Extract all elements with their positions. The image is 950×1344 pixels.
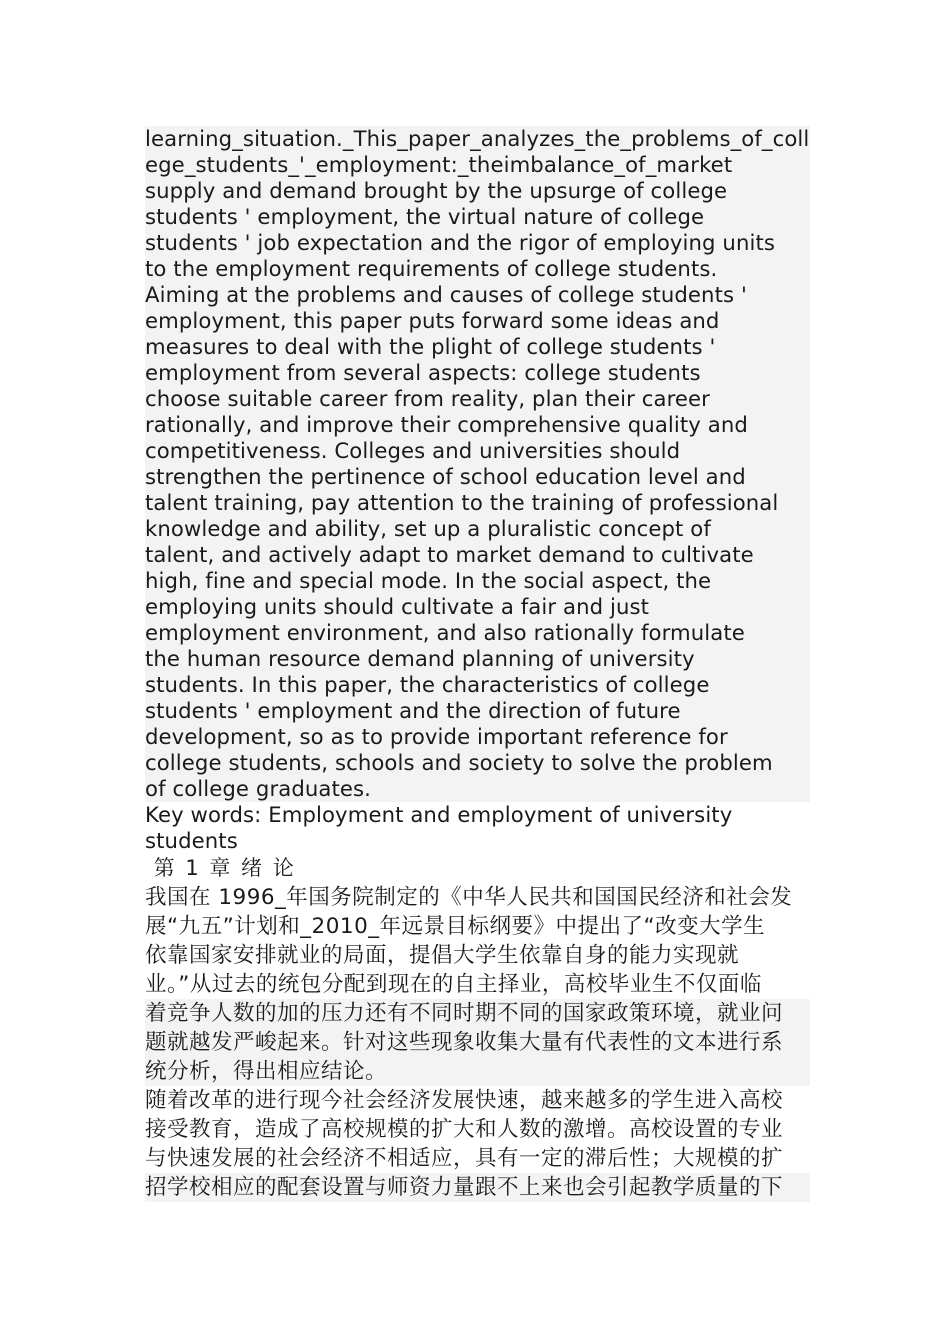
paragraph-line: 题就越发严峻起来。针对这些现象收集大量有代表性的文本进行系 [145,1028,810,1057]
abstract-line: competitiveness. Colleges and universities should [145,438,810,464]
abstract-line: of college graduates. [145,776,810,802]
abstract-line: students. In this paper, the characteristics of college [145,672,810,698]
abstract-line: the human resource demand planning of university [145,646,810,672]
abstract-line: choose suitable career from reality, plan their career [145,386,810,412]
abstract-line: employment environment, and also rationally formulate [145,620,810,646]
body-paragraph-1 [145,883,810,1086]
abstract-line: employment from several aspects: college students [145,360,810,386]
abstract-line: strengthen the pertinence of school education level and [145,464,810,490]
abstract-paragraph [145,126,810,802]
abstract-line: measures to deal with the plight of college students ' [145,334,810,360]
abstract-line: rationally, and improve their comprehensive quality and [145,412,810,438]
abstract-line: high, fine and special mode. In the social aspect, the [145,568,810,594]
abstract-line: talent, and actively adapt to market demand to cultivate [145,542,810,568]
abstract-line: learning_situation._This_paper_analyzes_the_problems_of_coll [145,126,810,151]
paragraph-line: 依靠国家安排就业的局面，提倡大学生依靠自身的能力实现就 [145,943,740,968]
paragraph-line: 展“九五”计划和_2010_年远景目标纲要》中提出了“改变大学生 [145,914,766,939]
paragraph-line: 我国在 1996_年国务院制定的《中华人民共和国国民经济和社会发 [145,885,793,910]
body-paragraph-2 [145,1086,810,1202]
abstract-line: talent training, pay attention to the training of professional [145,490,810,516]
abstract-line: employing units should cultivate a fair and just [145,594,810,620]
abstract-line: students ' employment, the virtual nature of college [145,204,810,230]
keywords [145,802,810,854]
abstract-line: college students, schools and society to solve the problem [145,750,810,776]
paragraph-line: 招学校相应的配套设置与师资力量跟不上来也会引起教学质量的下 [145,1173,810,1202]
paragraph-line: 随着改革的进行现今社会经济发展快速，越来越多的学生进入高校 [145,1088,784,1113]
abstract-line: knowledge and ability, set up a pluralistic concept of [145,516,810,542]
paragraph-line: 与快速发展的社会经济不相适应，具有一定的滞后性；大规模的扩 [145,1146,784,1171]
paragraph-line: 接受教育，造成了高校规模的扩大和人数的激增。高校设置的专业 [145,1117,784,1142]
keywords-line: students [145,828,238,853]
abstract-line: students ' job expectation and the rigor of employing units [145,230,810,256]
document-page [145,126,810,1202]
paragraph-line: 着竞争人数的加的压力还有不同时期不同的国家政策环境，就业问 [145,999,810,1028]
abstract-line: ege_students_'_employment:_theimbalance_of_market [145,152,810,178]
abstract-line: employment, this paper puts forward some ideas and [145,308,810,334]
keywords-line: Key words: Employment and employment of university [145,802,733,827]
paragraph-line: 业。”从过去的统包分配到现在的自主择业，高校毕业生不仅面临 [145,972,762,997]
abstract-line: to the employment requirements of college students. [145,256,810,282]
paragraph-line: 统分析，得出相应结论。 [145,1057,810,1086]
abstract-line: Aiming at the problems and causes of college students ' [145,282,810,308]
abstract-line: supply and demand brought by the upsurge of college [145,178,810,204]
chapter-heading: 第 1 章 绪 论 [145,856,296,880]
abstract-line: students ' employment and the direction of future [145,698,810,724]
abstract-line: development, so as to provide important reference for [145,724,810,750]
